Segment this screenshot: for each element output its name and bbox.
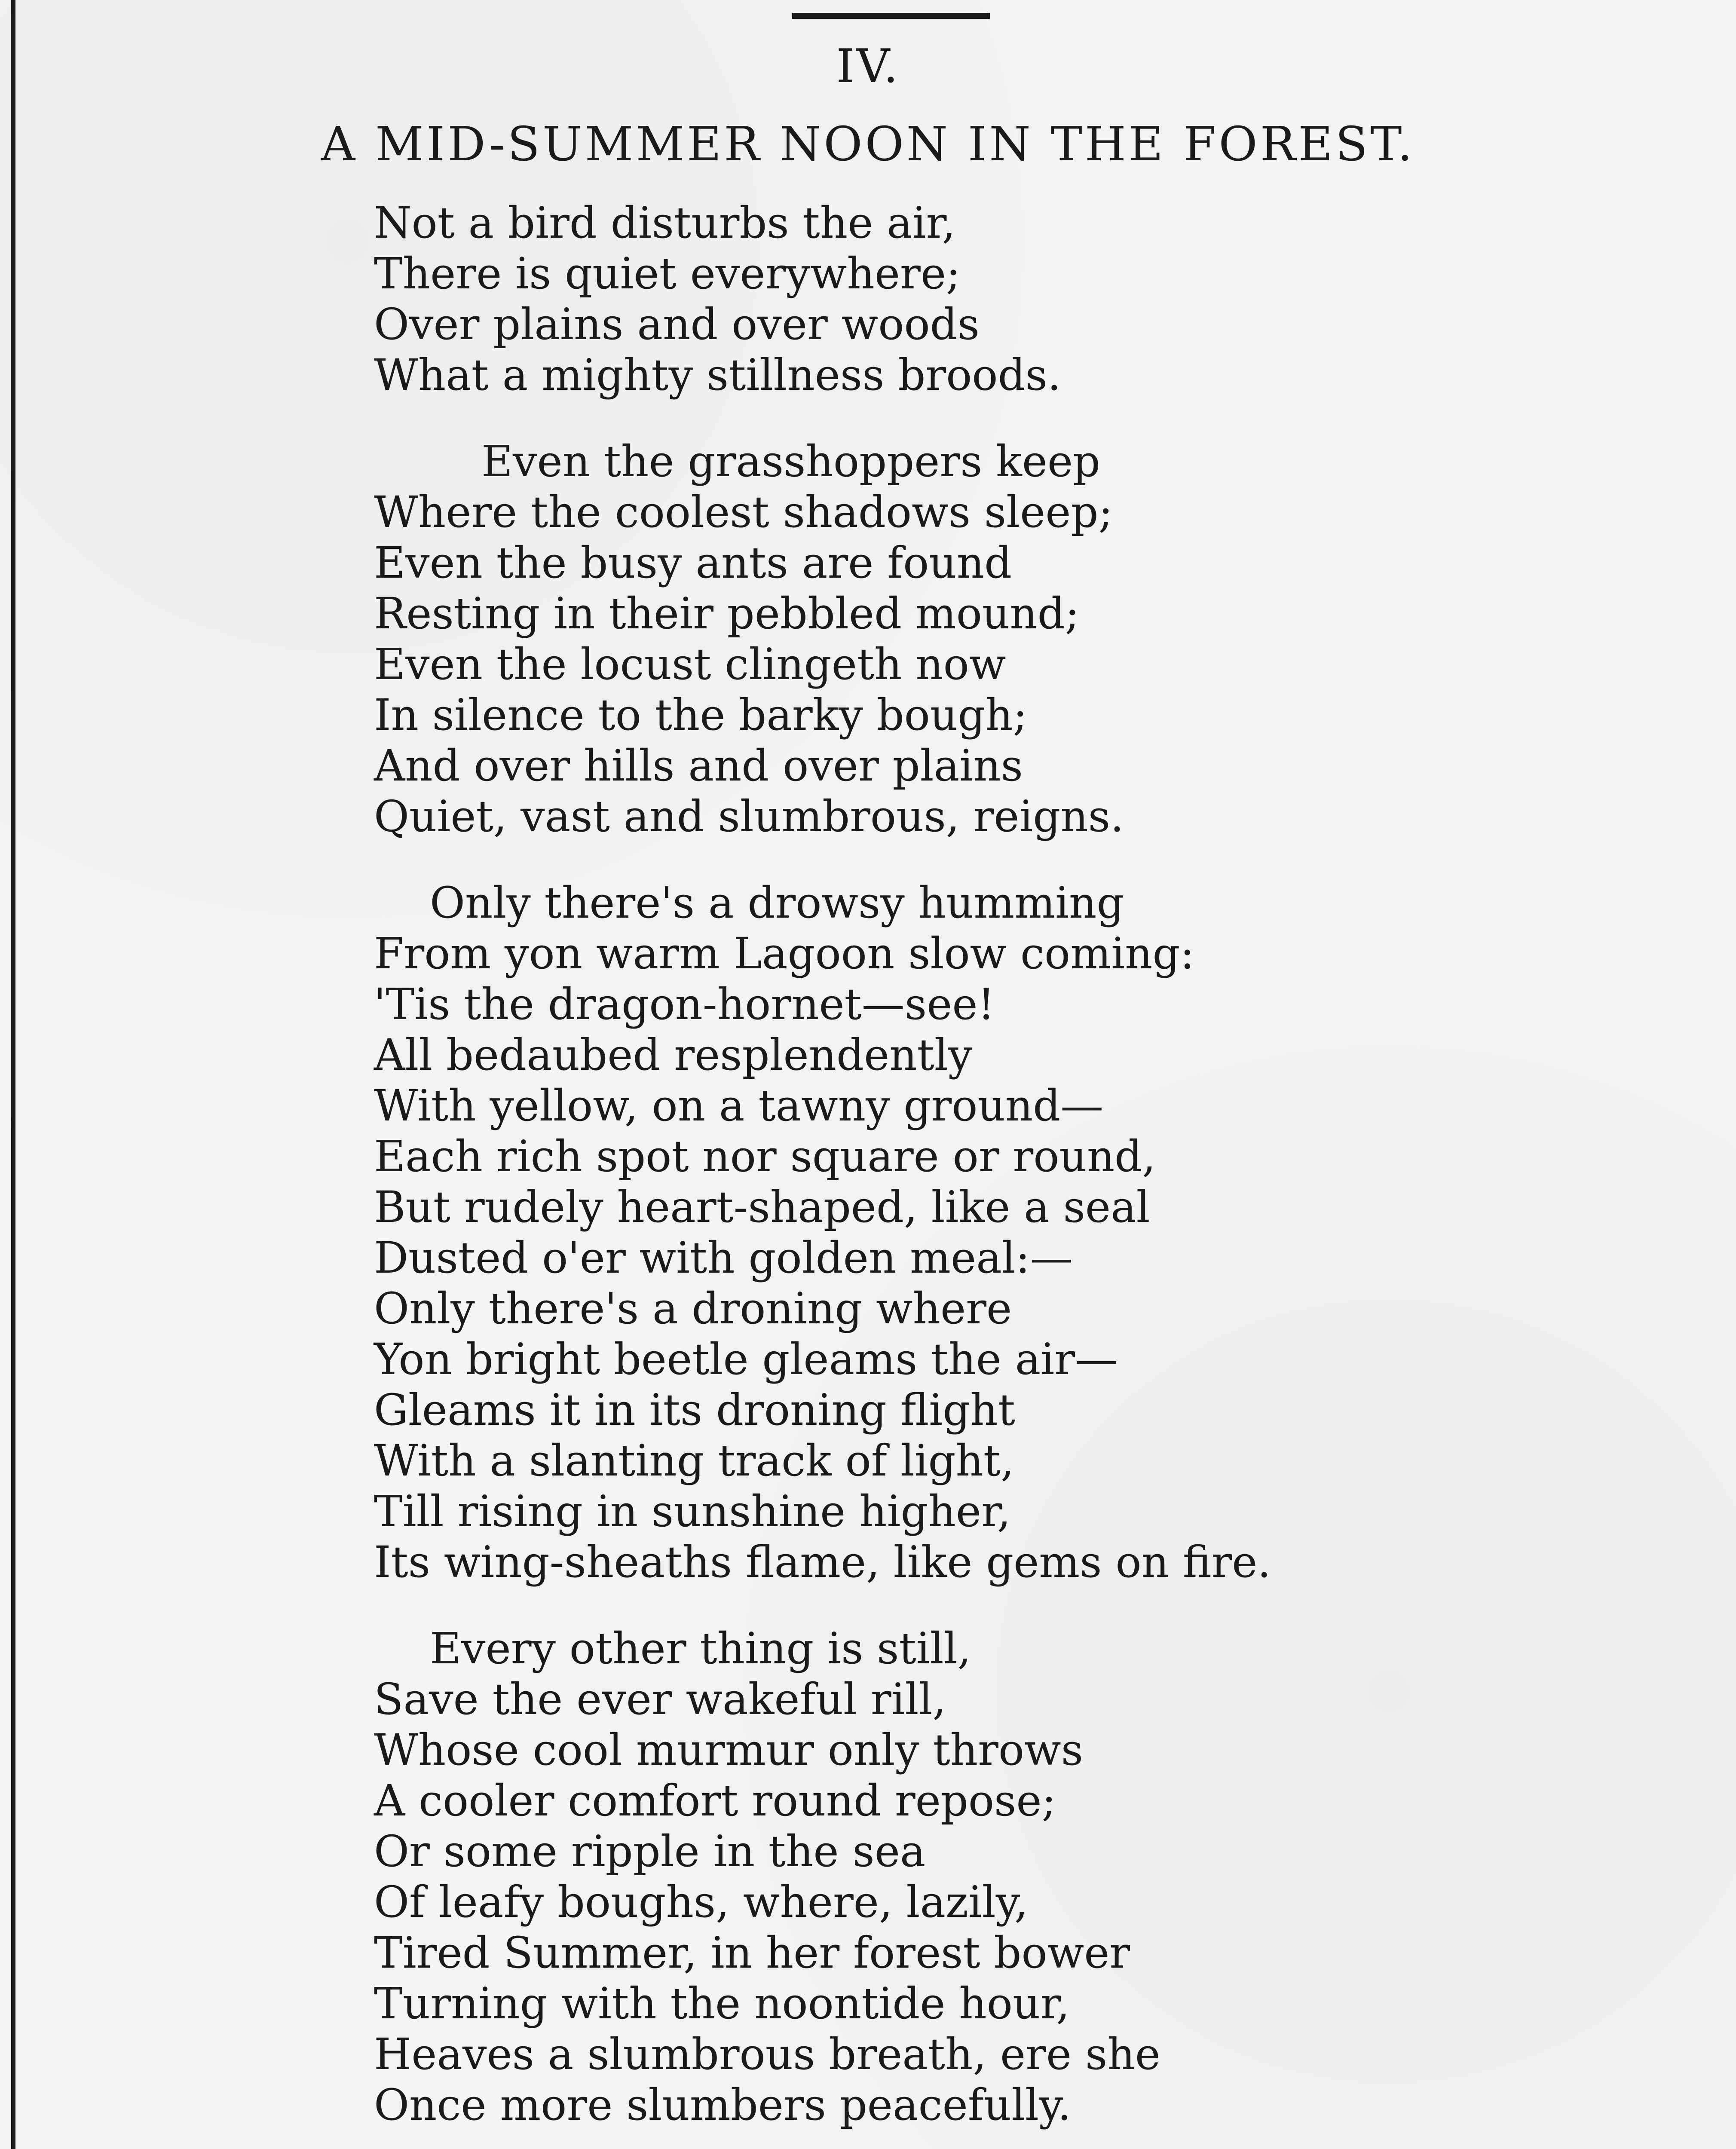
poem-line: Till rising in sunshine higher, [374,1486,1011,1537]
poem-line: Yon bright beetle gleams the air— [374,1334,1118,1384]
poem-line: In silence to the barky bough; [374,690,1028,740]
stanza-3 [374,878,1663,1588]
poem-line: Even the locust clingeth now [374,639,1006,689]
poem-line: Whose cool murmur only throws [374,1725,1084,1775]
poem-line: Over plains and over woods [374,299,980,349]
poem-line: Save the ever wakeful rill, [374,1674,946,1724]
poem-line: Each rich spot nor square or round, [374,1131,1156,1182]
poem-line: Only there's a drowsy humming [430,878,1124,928]
poem-line: Turning with the noontide hour, [374,1978,1070,2029]
poem-title: A MID-SUMMER NOON IN THE FOREST. [321,116,1415,171]
poem-line: Even the grasshoppers keep [481,436,1101,487]
poem-line: Once more slumbers peacefully. [374,2080,1072,2130]
left-column-rule [11,0,15,2149]
poem-line: A cooler comfort round repose; [374,1776,1056,1826]
poem-line: Only there's a droning where [374,1283,1012,1334]
poem-line: Gleams it in its droning flight [374,1385,1015,1435]
poem-line: All bedaubed resplendently [374,1030,973,1080]
poem-line: What a mighty stillness broods. [374,350,1061,400]
poem-line: Quiet, vast and slumbrous, reigns. [374,791,1124,842]
poem-line: Heaves a slumbrous breath, ere she [374,2029,1160,2079]
poem-line: From yon warm Lagoon slow coming: [374,928,1195,979]
poem-line: Dusted o'er with golden meal:— [374,1233,1073,1283]
poem-line: But rudely heart-shaped, like a seal [374,1182,1150,1232]
stanza-1 [374,198,1663,401]
section-numeral: IV. [836,40,900,93]
stanza-4 [374,1623,1663,2131]
poem-line: Of leafy boughs, where, lazily, [374,1877,1028,1927]
poem-body [374,198,1663,2149]
poem-line: There is quiet everywhere; [374,248,961,299]
poem-line: And over hills and over plains [374,741,1023,791]
poem-line: 'Tis the dragon-hornet—see! [374,979,995,1029]
poem-line: Or some ripple in the sea [374,1826,926,1877]
poem-line: With yellow, on a tawny ground— [374,1081,1104,1131]
poem-line: Where the coolest shadows sleep; [374,487,1113,537]
poem-line: With a slanting track of light, [374,1436,1014,1486]
poem-line: Its wing-sheaths flame, like gems on fire. [374,1537,1271,1587]
poem-line: Even the busy ants are found [374,538,1012,588]
poem-line: Tired Summer, in her forest bower [374,1928,1130,1978]
stanza-2 [374,436,1663,842]
poem-line: Every other thing is still, [430,1623,971,1674]
top-divider-rule [792,13,990,19]
poem-line: Resting in their pebbled mound; [374,588,1080,639]
poem-line: Not a bird disturbs the air, [374,198,956,248]
